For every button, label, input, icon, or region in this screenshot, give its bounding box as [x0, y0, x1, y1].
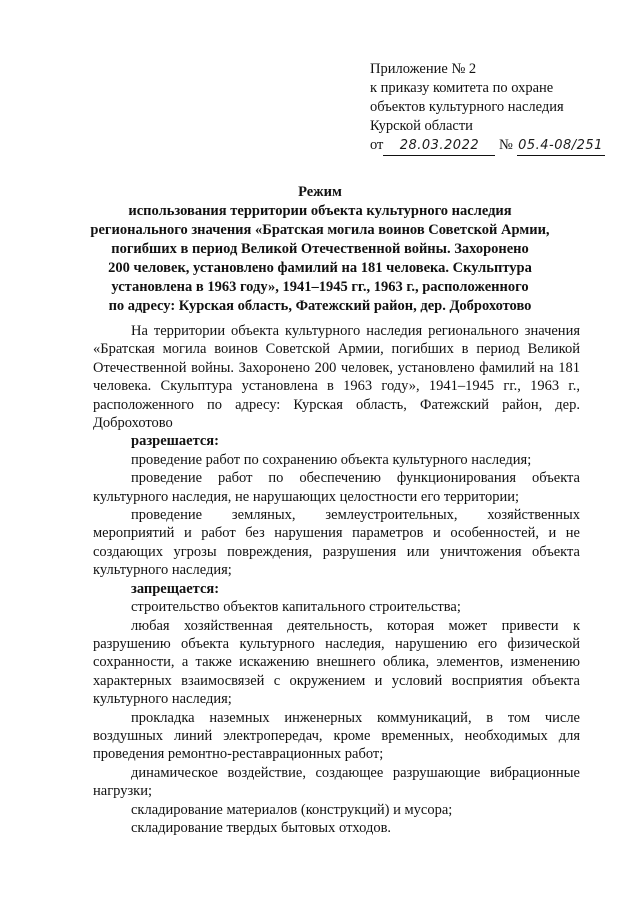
- handwritten-date: 28.03.2022: [383, 136, 495, 156]
- prohibited-heading: запрещается:: [131, 580, 220, 597]
- allowed-item: проведение земляных, землеустроительных, хозяйственных мероприятий и работ без нарушения параметров и особенностей, и не создающих угрозы повреждения, разрушения или уничтожения объекта культурного наследия;: [93, 507, 580, 579]
- prohibited-item: складирование материалов (конструкций) и мусора;: [131, 801, 453, 818]
- handwritten-order-number: 05.4-08/251: [517, 136, 605, 156]
- allowed-item: проведение работ по сохранению объекта культурного наследия;: [131, 451, 532, 468]
- title-line: по адресу: Курская область, Фатежский район, дер. Доброхотово: [108, 298, 532, 314]
- document-title: [70, 183, 570, 316]
- appendix-header: [370, 60, 630, 156]
- title-line: регионального значения «Братская могила воинов Советской Армии,: [90, 222, 550, 238]
- prohibited-item: строительство объектов капитального строительства;: [131, 599, 461, 616]
- title-line: погибших в период Великой Отечественной войны. Захоронено: [111, 241, 529, 257]
- date-prefix: от: [370, 137, 384, 153]
- allowed-heading: разрешается:: [131, 433, 219, 450]
- appendix-region: Курской области: [370, 118, 473, 134]
- document-body: [93, 322, 580, 837]
- prohibited-item: прокладка наземных инженерных коммуникаций, в том числе воздушных линий электропередач, кроме временных, необходимых для проведения ремонтно-реставрационных работ;: [93, 709, 580, 763]
- appendix-number: Приложение № 2: [370, 61, 477, 77]
- title-line: Режим: [298, 184, 342, 200]
- prohibited-item: складирование твердых бытовых отходов.: [131, 819, 392, 836]
- allowed-item: проведение работ по обеспечению функционирования объекта культурного наследия, не нарушающих целостности его территории;: [93, 470, 580, 505]
- prohibited-item: динамическое воздействие, создающее разрушающие вибрационные нагрузки;: [93, 764, 580, 800]
- title-line: 200 человек, установлено фамилий на 181 человека. Скульптура: [108, 260, 532, 276]
- intro-paragraph: На территории объекта культурного наследия регионального значения «Братская могила воинов Советской Армии, погибших в период Великой Отечественной войны. Захоронено 200 человек, установлено фамилий на 181 человека. Скульптура установлена в 1963 году», 1941–1945 гг., 1963 г., расположенного по адресу: Курская область, Фатежский район, дер. Доброхотово: [93, 323, 580, 432]
- order-date-number-line: [370, 136, 630, 156]
- prohibited-item: любая хозяйственная деятельность, которая может привести к разрушению объекта культурного наследия, нарушению его физической сохранности, а также искажению внешнего облика, элементов, изменению характерных взаимосвязей с окружением и условий восприятия объекта культурного наследия;: [93, 617, 580, 708]
- title-line: использования территории объекта культурного наследия: [128, 203, 512, 219]
- number-label: №: [499, 137, 513, 153]
- title-line: установлена в 1963 году», 1941–1945 гг., 1963 г., расположенного: [111, 279, 529, 295]
- appendix-order-ref: к приказу комитета по охране: [370, 80, 554, 96]
- appendix-committee: объектов культурного наследия: [370, 99, 564, 115]
